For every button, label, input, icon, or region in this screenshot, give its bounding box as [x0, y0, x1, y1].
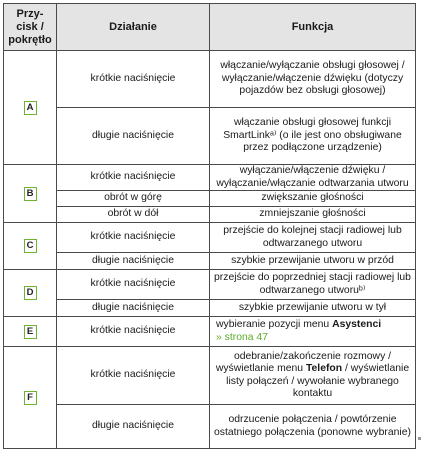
table-row	[4, 405, 416, 449]
action-cell: krótkie naciśnięcie	[57, 317, 210, 347]
button-badge: D	[24, 286, 37, 300]
menu-name: Asystenci	[332, 319, 382, 331]
table-row	[4, 165, 416, 191]
header-row	[4, 4, 416, 51]
table-row	[4, 347, 416, 405]
action-cell: obrót w dół	[57, 207, 210, 223]
function-text: / wyświetlanie listy połączeń / wywołanie wybranego kontaktu	[226, 363, 410, 400]
action-cell: długie naciśnięcie	[57, 108, 210, 165]
button-badge: E	[24, 325, 37, 339]
page-reference-link[interactable]: » strona 47	[216, 331, 268, 343]
button-cell	[4, 317, 57, 347]
page-edge-marker	[418, 437, 421, 440]
header-button: Przy-cisk / pokrętło	[4, 4, 57, 51]
function-cell: odrzucenie połączenia / powtórzenie ostatniego połączenia (ponowne wybranie)	[210, 405, 416, 449]
table-row	[4, 207, 416, 223]
button-badge: B	[24, 187, 37, 201]
button-badge: F	[24, 391, 37, 405]
action-cell: długie naciśnięcie	[57, 300, 210, 317]
button-cell	[4, 51, 57, 165]
action-cell: obrót w górę	[57, 191, 210, 207]
button-cell	[4, 270, 57, 317]
action-cell: krótkie naciśnięcie	[57, 347, 210, 405]
action-cell: długie naciśnięcie	[57, 253, 210, 270]
table-row	[4, 253, 416, 270]
action-cell: długie naciśnięcie	[57, 405, 210, 449]
header-function: Funkcja	[210, 4, 416, 51]
function-cell: włączanie obsługi głosowej funkcji SmartLinkᵃ⁾ (o ile jest ono obsługiwane przez podłączone urządzenie)	[210, 108, 416, 165]
function-cell: szybkie przewijanie utworu w tył	[210, 300, 416, 317]
controls-table	[3, 3, 416, 449]
table-row	[4, 270, 416, 300]
function-text: wybieranie pozycji menu	[216, 319, 333, 331]
menu-name: Telefon	[305, 363, 343, 375]
button-cell	[4, 165, 57, 223]
function-cell: zwiększanie głośności	[210, 191, 416, 207]
table-row	[4, 191, 416, 207]
function-cell: zmniejszanie głośności	[210, 207, 416, 223]
header-action: Działanie	[57, 4, 210, 51]
action-cell: krótkie naciśnięcie	[57, 270, 210, 300]
function-cell: przejście do poprzedniej stacji radiowej lub odtwarzanego utworuᵇ⁾	[210, 270, 416, 300]
table-row	[4, 108, 416, 165]
action-cell: krótkie naciśnięcie	[57, 165, 210, 191]
button-cell	[4, 223, 57, 270]
table-row	[4, 300, 416, 317]
button-cell	[4, 347, 57, 449]
function-cell: szybkie przewijanie utworu w przód	[210, 253, 416, 270]
table-row	[4, 317, 416, 347]
function-cell	[210, 317, 416, 347]
function-cell: przejście do kolejnej stacji radiowej lub odtwarzanego utworu	[210, 223, 416, 253]
function-text: odebranie/zakończenie rozmowy / wyświetlanie menu	[215, 350, 392, 375]
function-cell	[210, 347, 416, 405]
action-cell: krótkie naciśnięcie	[57, 51, 210, 108]
table-row	[4, 223, 416, 253]
table-row	[4, 51, 416, 108]
function-cell: wyłączanie/włączenie dźwięku / wyłączanie/włączanie odtwarzania utworu	[210, 165, 416, 191]
function-cell: włączanie/wyłączanie obsługi głosowej / wyłączanie/włączenie dźwięku (dotyczy pojazdów bez obsługi głosowej)	[210, 51, 416, 108]
button-badge: A	[24, 101, 37, 115]
action-cell: krótkie naciśnięcie	[57, 223, 210, 253]
button-badge: C	[24, 239, 37, 253]
